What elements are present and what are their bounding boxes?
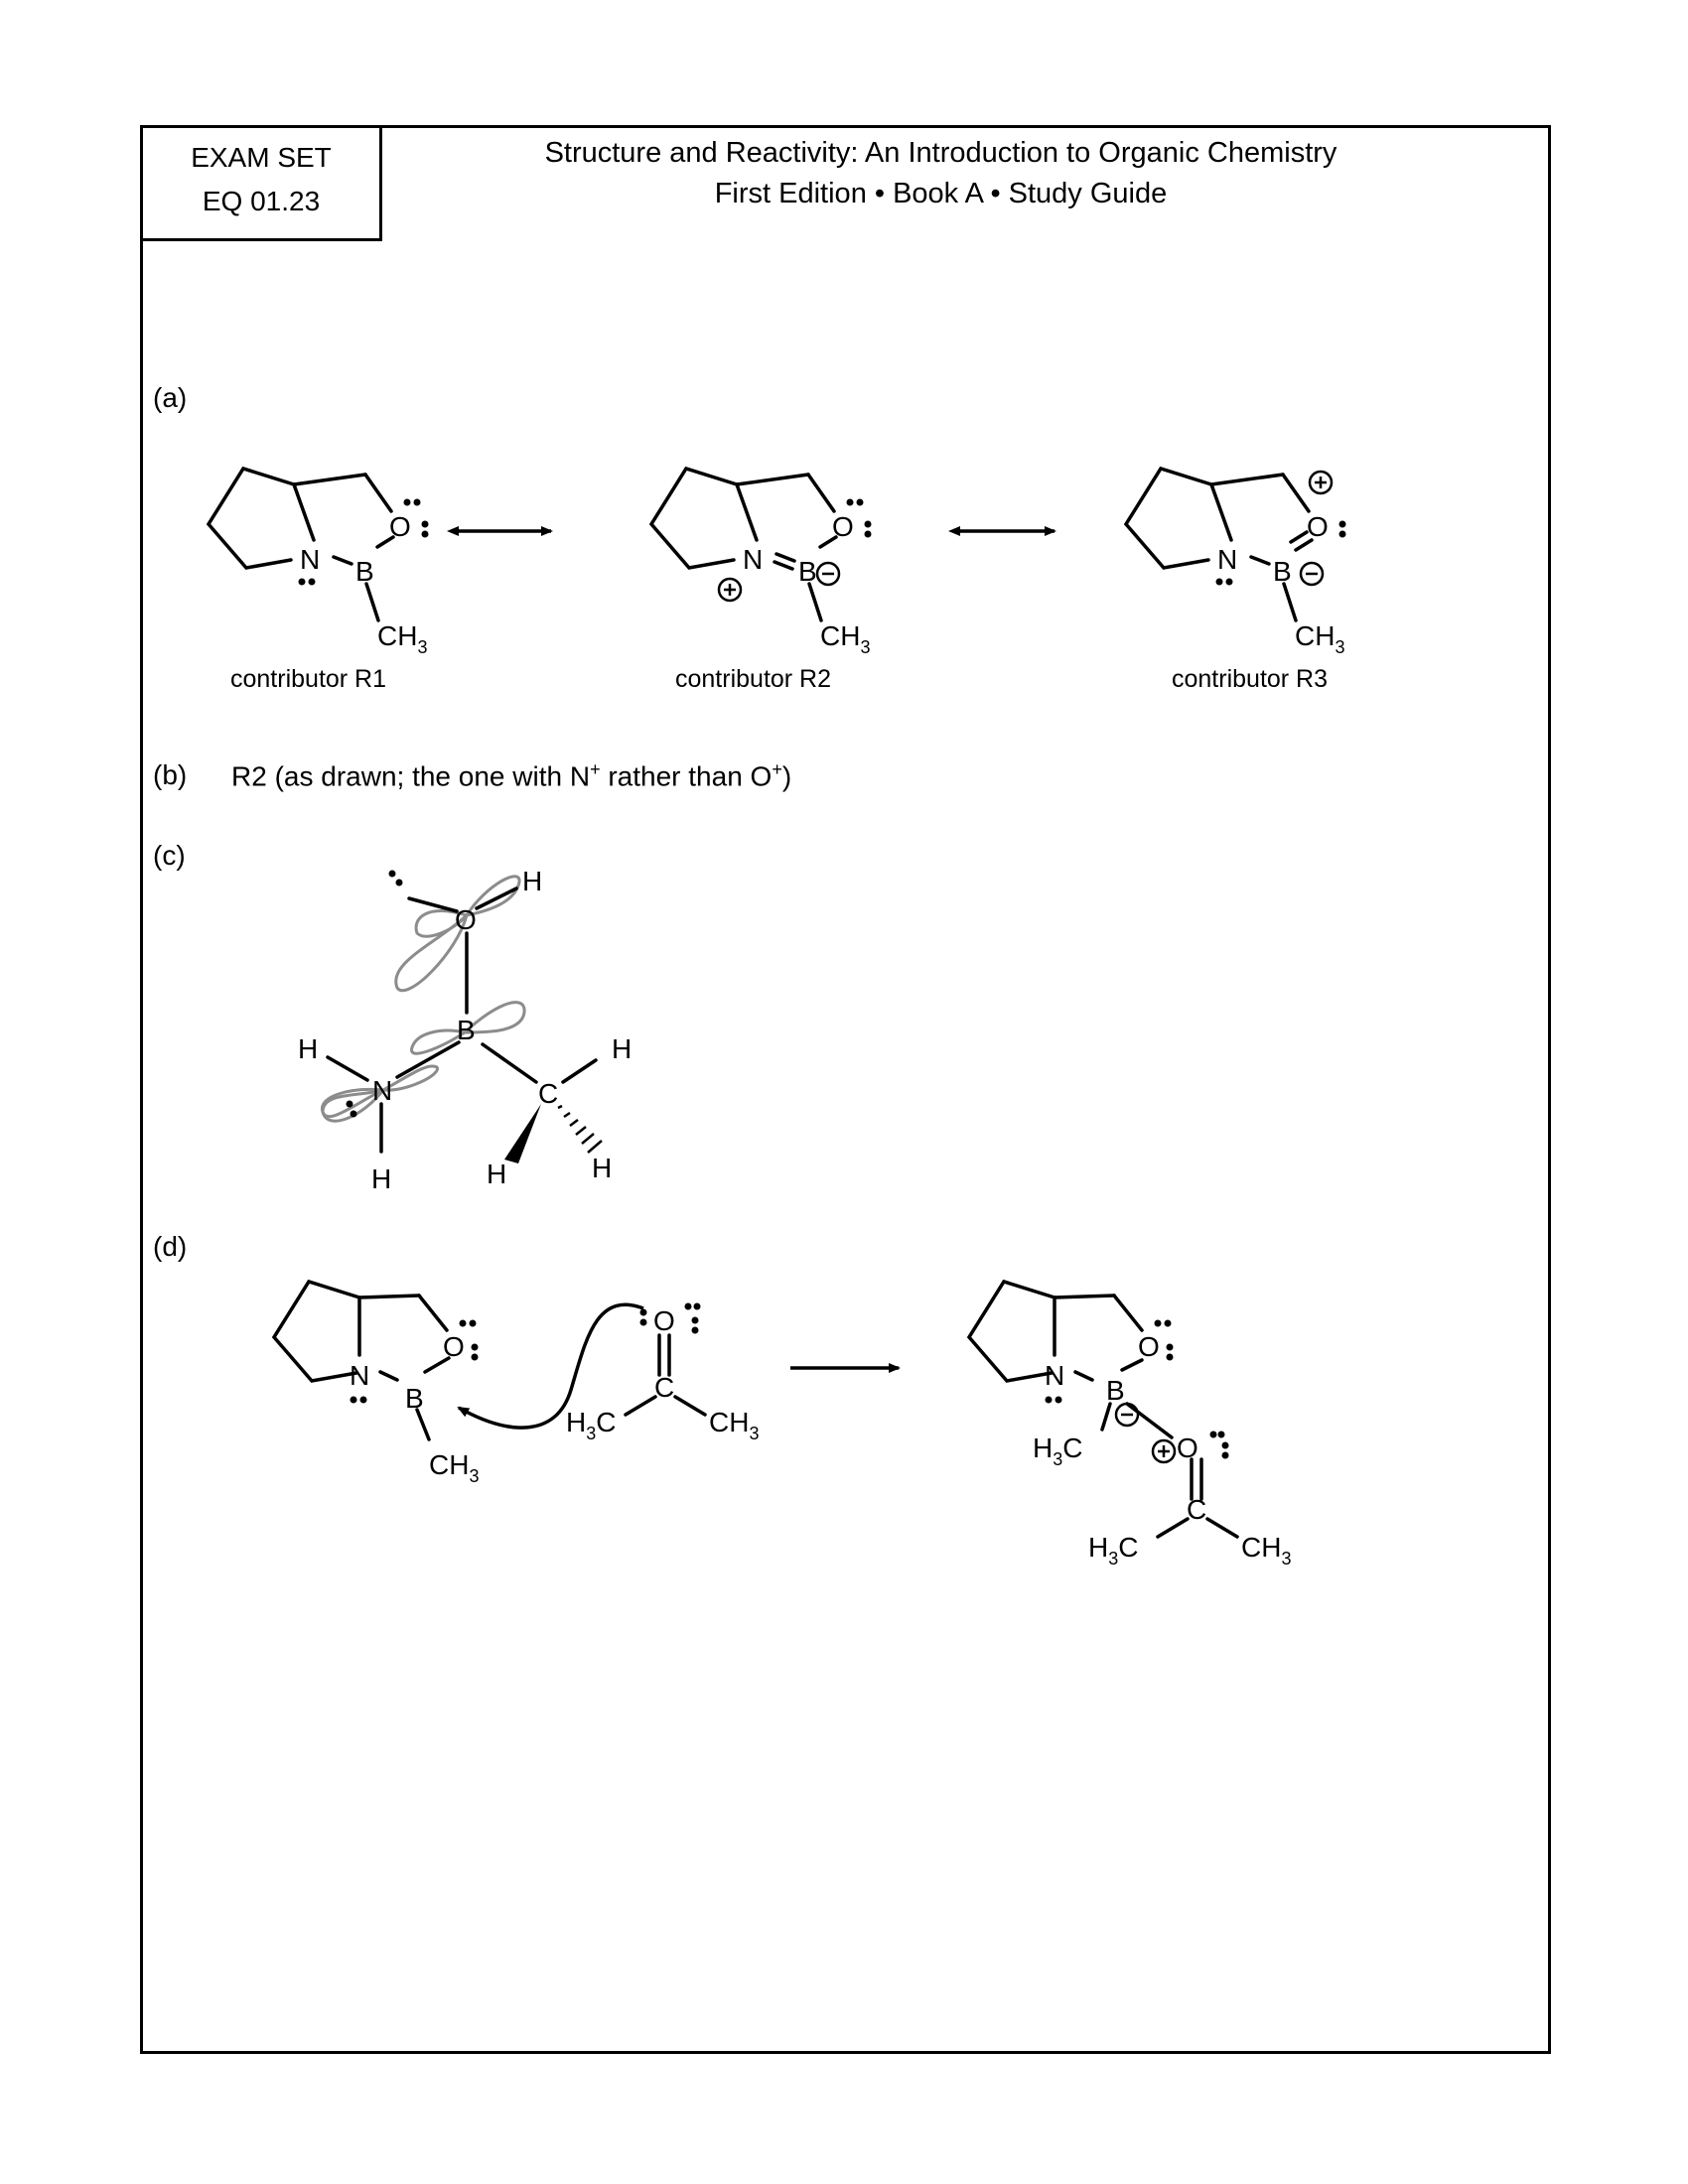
answer-text-1: R2 (as drawn; the one with N	[231, 760, 591, 792]
negative-charge-b	[1301, 563, 1323, 585]
contributor-captions	[230, 665, 1328, 693]
hash-bond	[558, 1106, 602, 1153]
atom-b: B	[1273, 556, 1292, 587]
contributor-r2-atoms	[743, 499, 872, 658]
exam-set-label: EXAM SET	[191, 142, 332, 173]
caption-r3: contributor R3	[1172, 665, 1329, 693]
atom-n: N	[350, 1360, 370, 1391]
atom-h: H	[487, 1159, 507, 1189]
n-charge: +	[590, 759, 601, 779]
atom-n: N	[300, 544, 321, 575]
atom-h: H	[371, 1163, 392, 1194]
answer-text-2: rather than O	[600, 760, 773, 792]
atom-h: H	[522, 866, 543, 896]
book-subtitle: First Edition • Book A • Study Guide	[714, 178, 1168, 209]
atom-o: O	[455, 904, 477, 935]
atom-c: C	[538, 1078, 559, 1109]
contributor-r1-atoms	[299, 499, 429, 658]
positive-charge-o	[1310, 472, 1332, 493]
atom-o: O	[1138, 1331, 1160, 1362]
positive-charge-n	[719, 579, 741, 601]
ch3-label: $CH_3$	[377, 620, 428, 657]
orbital-atoms	[298, 866, 632, 1194]
atom-b: B	[355, 556, 374, 587]
atom-n: N	[372, 1075, 393, 1106]
o-charge: +	[772, 759, 782, 779]
negative-charge-b	[817, 563, 839, 585]
ch3-label: $CH_3$	[1241, 1532, 1292, 1569]
atom-n: N	[1217, 544, 1238, 575]
h3c-label: $H_3C$	[566, 1407, 617, 1443]
atom-h: H	[298, 1033, 319, 1064]
exam-code: EQ 01.23	[202, 186, 321, 216]
part-b-label: (b)	[153, 759, 188, 790]
part-c-label: (c)	[153, 840, 186, 871]
answer-text-3: )	[781, 760, 792, 792]
positive-charge-o	[1153, 1440, 1175, 1462]
caption-r1: contributor R1	[230, 665, 387, 693]
h3c-label: $H_3C$	[1033, 1433, 1083, 1469]
atom-o: O	[443, 1331, 465, 1362]
caption-r2: contributor R2	[675, 665, 832, 693]
ch3-label: $CH_3$	[820, 620, 871, 657]
ch3-label: $CH_3$	[429, 1449, 480, 1486]
atom-b: B	[798, 556, 817, 587]
atom-o: O	[1307, 511, 1329, 542]
atom-o: O	[1177, 1433, 1198, 1463]
h3c-label: $H_3C$	[1088, 1532, 1139, 1569]
wedge-bond	[504, 1104, 541, 1163]
reactant-catalyst-atoms	[350, 1320, 479, 1487]
atom-o: O	[389, 511, 411, 542]
atom-c: C	[654, 1372, 675, 1403]
atom-b: B	[405, 1383, 424, 1414]
atom-o: O	[832, 511, 854, 542]
atom-h: H	[592, 1153, 613, 1183]
contributor-r3-atoms	[1216, 511, 1346, 657]
book-title: Structure and Reactivity: An Introduction to Organic Chemistry	[544, 137, 1337, 169]
atom-c: C	[1187, 1494, 1207, 1525]
part-d-label: (d)	[153, 1231, 188, 1262]
product-complex-atoms	[1033, 1320, 1291, 1570]
negative-charge-b	[1116, 1404, 1138, 1426]
ch3-label: $CH_3$	[709, 1407, 760, 1443]
part-a-label: (a)	[153, 382, 188, 413]
atom-b: B	[457, 1015, 476, 1045]
ch3-label: $CH_3$	[1295, 620, 1345, 657]
atom-o: O	[653, 1305, 675, 1336]
orbital-lobes	[322, 877, 524, 1121]
atom-h: H	[612, 1033, 633, 1064]
atom-b: B	[1106, 1375, 1125, 1406]
atom-n: N	[743, 544, 764, 575]
atom-n: N	[1045, 1360, 1065, 1391]
